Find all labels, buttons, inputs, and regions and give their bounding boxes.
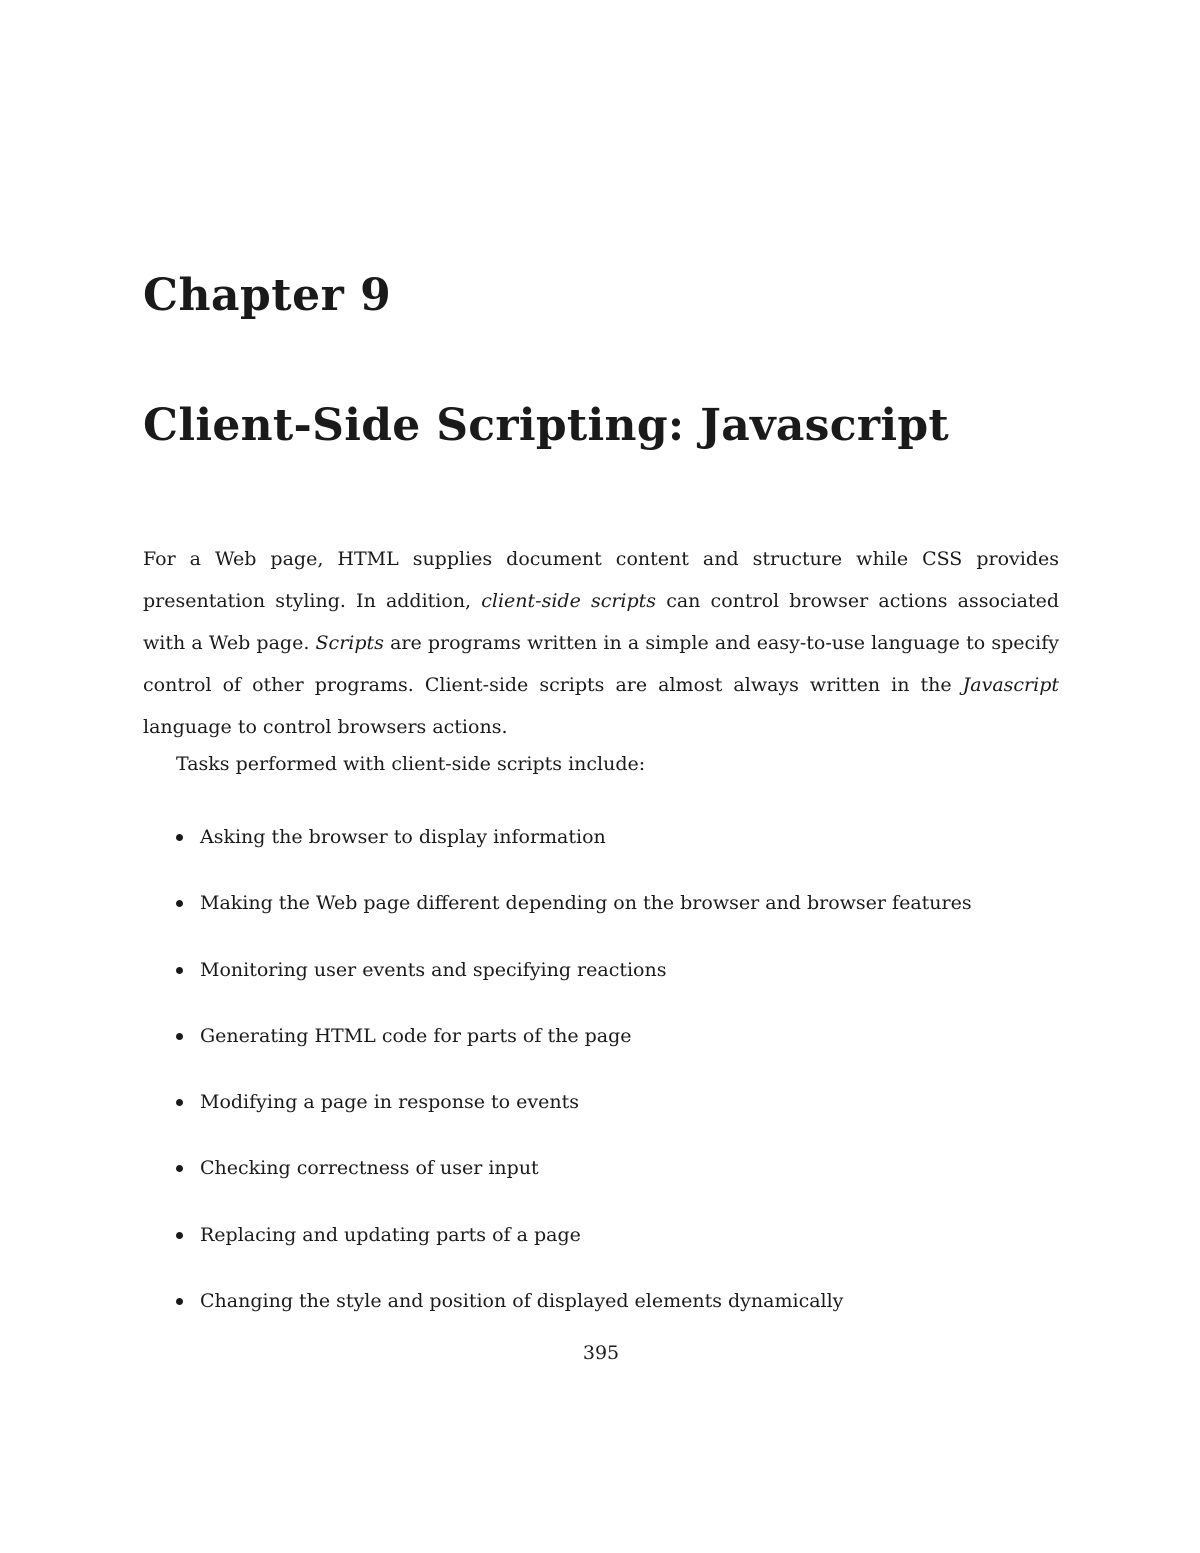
intro-emphasis-javascript: Javascript — [962, 674, 1059, 696]
bullet-icon — [176, 1033, 183, 1040]
bullet-icon — [176, 1099, 183, 1106]
chapter-title: Client-Side Scripting: Javascript — [143, 400, 950, 451]
bullet-icon — [176, 967, 183, 974]
bullet-icon — [176, 1232, 183, 1239]
bullet-icon — [176, 834, 183, 841]
intro-emphasis-scripts: Scripts — [315, 632, 384, 654]
list-item-text: Modifying a page in response to events — [200, 1091, 579, 1114]
tasks-lead: Tasks performed with client-side scripts include: — [176, 753, 646, 775]
intro-text-4: language to control browsers actions. — [143, 716, 508, 738]
intro-text-1: For a Web page, HTML supplies document content and structure while CSS provides presentation styling. In addition, — [143, 548, 1059, 612]
list-item-text: Changing the style and position of displayed elements dynamically — [200, 1290, 844, 1313]
chapter-label: Chapter 9 — [143, 270, 392, 321]
list-item-text: Generating HTML code for parts of the page — [200, 1024, 632, 1047]
list-item-text: Monitoring user events and specifying reactions — [200, 958, 667, 981]
page-number: 395 — [582, 1342, 620, 1364]
bullet-icon — [176, 1298, 183, 1305]
list-item-text: Checking correctness of user input — [200, 1157, 539, 1180]
list-item-text: Making the Web page different depending on the browser and browser features — [200, 892, 972, 915]
list-item-text: Replacing and updating parts of a page — [200, 1223, 581, 1246]
intro-text-2: can control browser actions associated with a Web page. — [143, 590, 1060, 654]
intro-emphasis-client-side-scripts: client-side scripts — [481, 590, 657, 612]
intro-text-3: are programs written in a simple and easy-to-use language to specify control of other programs. Client-side scripts are almost always written in the — [143, 632, 1059, 696]
intro-paragraph — [143, 538, 1059, 748]
bullet-icon — [176, 1165, 183, 1172]
list-item-text: Asking the browser to display information — [200, 826, 606, 848]
bullet-icon — [176, 900, 183, 907]
